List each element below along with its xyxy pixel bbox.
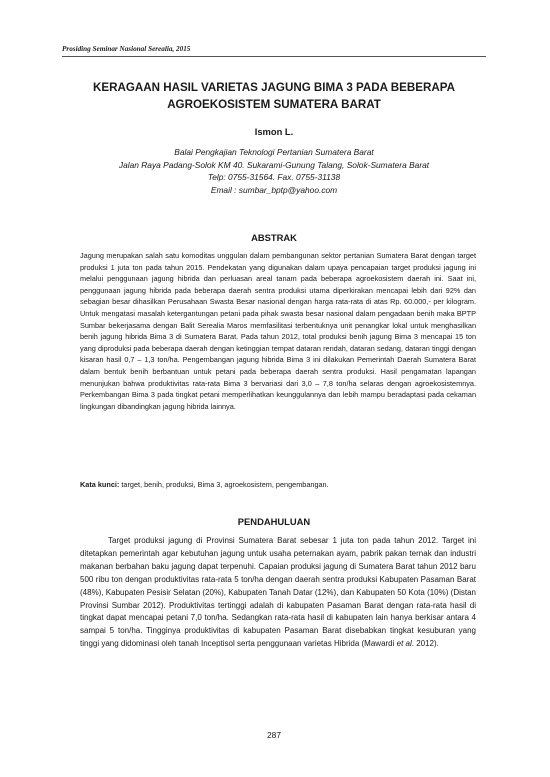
affiliation-email: Email : sumbar_bptp@yahoo.com — [210, 184, 338, 195]
keywords-line — [80, 479, 476, 491]
keywords-label: Kata kunci: — [80, 480, 120, 489]
citation-etal: et al — [396, 639, 412, 649]
running-header: Prosiding Seminar Nasional Serealia, 2015 — [62, 45, 191, 53]
introduction-text-end: . 2012). — [411, 639, 439, 649]
paper-title-line-2: AGROEKOSISTEM SUMATERA BARAT — [167, 97, 381, 111]
author-affiliation — [62, 146, 486, 196]
keywords-list: target, benih, produksi, Bima 3, agroekosistem, pengembangan. — [119, 480, 329, 489]
affiliation-address: Jalan Raya Padang-Solok KM 40. Sukarami-Gunung Talang, Solok-Sumatera Barat — [118, 159, 430, 170]
abstract-body: Jagung merupakan salah satu komoditas unggulan dalam pembangunan sektor pertanian Sumatera Barat dengan target produksi 1 juta ton pada tahun 2015. Pendekatan yang digunakan dalam upaya pencapaian target produksi jagung ini melalui penggunaan jagung hibrida dan perluasan areal tanam pada beberapa agroekosistem daerah ini. Saat ini, penggunaan jagung hibrida pada beberapa daerah sentra produksi utama diperkirakan mencapai lebih dari 92% dan sebagian besar dihasilkan Perusahaan Swasta Besar nasional dengan harga rata-rata di atas Rp. 60.000,- per kilogram. Untuk mengatasi masalah ketergantungan petani pada pihak swasta besar nasional dalam pengadaan benih maka BPTP Sumbar bekerjasama dengan Balit Serealia Maros memfasilitasi terbentuknya unit penangkar lokal untuk menghasilkan benih jagung hibrida Bima 3 di Sumatera Barat. Pada tahun 2012, total produksi benih jagung Bima 3 mencapai 15 ton yang diproduksi pada beberapa daerah dengan ketinggian tempat dataran rendah, dataran sedang, dataran tinggi dengan kisaran hasil 0,7 – 1,3 ton/ha. Pengembangan jagung hibrida Bima 3 ini dilakukan Pemerintah Daerah Sumatera Barat dalam bentuk benih berbantuan untuk petani pada beberapa daerah sentra produksi. Hasil pengamatan lapangan menunjukan bahwa produktivitas rata-rata Bima 3 bervariasi dari 3,0 – 7,8 ton/ha selaras dengan agroekosistemnya. Perkembangan Bima 3 pada tingkat petani memperlihatkan keunggulannya dan lebih mampu beradaptasi pada cekaman lingkungan dibandingkan jagung hibrida lainnya. — [80, 251, 476, 411]
abstract-heading: ABSTRAK — [251, 232, 297, 243]
affiliation-phone: Telp: 0755-31564. Fax. 0755-31138 — [207, 172, 341, 182]
paper-title — [62, 80, 486, 113]
affiliation-institution: Balai Pengkajian Teknologi Pertanian Sumatera Barat — [174, 147, 374, 157]
paper-title-line-1: KERAGAAN HASIL VARIETAS JAGUNG BIMA 3 PADA BEBERAPA — [92, 81, 455, 94]
page-number: 287 — [267, 730, 281, 740]
author-name: Ismon L. — [254, 126, 294, 137]
introduction-paragraph — [80, 535, 476, 651]
introduction-text: Target produksi jagung di Provinsi Sumatera Barat sebesar 1 juta ton pada tahun 2012. Target ini ditetapkan pemerintah agar kebutuhan jagung untuk usaha peternakan ayam, pabrik pakan ternak dan industri makanan berbahan baku jagung dapat terpenuhi. Capaian produksi jagung di Sumatera Barat tahun 2012 baru 500 ribu ton dengan produktivitas rata-rata 5 ton/ha dengan daerah sentra produksi Kabupaten Pasaman Barat (48%), Kabupaten Pesisir Selatan (20%), Kabupaten Tanah Datar (12%), dan Kabupaten 50 Kota (10%) (Distan Provinsi Sumbar 2012). Produktivitas tertinggi adalah di kabupaten Pasaman Barat dengan rata-rata hasil di tingkat dapat mencapai petani 7,0 ton/ha. Sedangkan rata-rata hasil di kabupaten lain hanya berkisar antara 4 sampai 5 ton/ha. Tingginya produktivitas di kabupaten Pasaman Barat disebabkan tingkat kesuburan yang tinggi yang didominasi oleh tanah Inceptisol serta penggunaan varietas Hibrida (Mawardi — [80, 536, 476, 649]
header-rule — [62, 56, 486, 57]
introduction-heading: PENDAHULUAN — [237, 516, 311, 527]
